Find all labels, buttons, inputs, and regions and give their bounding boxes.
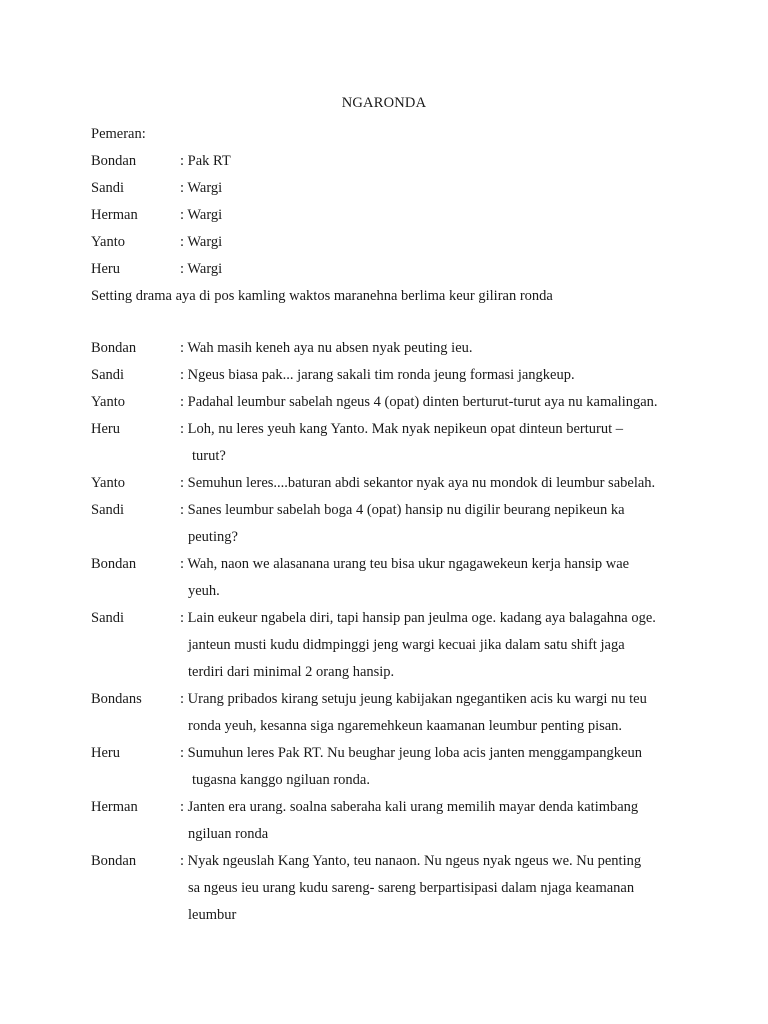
cast-role: : Wargi	[180, 207, 223, 223]
dialogue-text	[180, 848, 691, 929]
dialogue-line: : Semuhun leres....baturan abdi sekantor nyak aya nu mondok di leumbur sabelah.	[180, 475, 656, 491]
speaker-name: Bondan	[91, 853, 137, 869]
dialogue-line: sa ngeus ieu urang kudu sareng- sareng berpartisipasi dalam njaga keamanan	[188, 880, 635, 896]
dialogue-line: : Urang pribados kirang setuju jeung kabijakan ngegantiken acis ku wargi nu teu	[180, 691, 647, 707]
dialogue-entry	[91, 470, 691, 497]
cast-role: : Pak RT	[180, 153, 231, 169]
dialogue-text	[180, 497, 691, 551]
speaker-name: Herman	[91, 799, 138, 815]
setting-description: Setting drama aya di pos kamling waktos maranehna berlima keur giliran ronda	[91, 288, 553, 304]
dialogue-entry	[91, 740, 691, 794]
speaker-name: Sandi	[91, 502, 125, 518]
dialogue-line: terdiri dari minimal 2 orang hansip.	[188, 664, 395, 680]
dialogue-line: : Wah masih keneh aya nu absen nyak peuting ieu.	[180, 340, 473, 356]
dialogue-line: : Janten era urang. soalna saberaha kali urang memilih mayar denda katimbang	[180, 799, 639, 815]
dialogue-line: ngiluan ronda	[188, 826, 269, 842]
cast-row	[91, 175, 691, 202]
cast-role: : Wargi	[180, 234, 223, 250]
dialogue-text	[180, 605, 691, 686]
dialogue-line: ronda yeuh, kesanna siga ngaremehkeun kaamanan leumbur penting pisan.	[188, 718, 623, 734]
dialogue-text	[180, 470, 691, 497]
dialogue-line: yeuh.	[188, 583, 220, 599]
dialogue-line: : Sumuhun leres Pak RT. Nu beughar jeung loba acis janten menggampangkeun	[180, 745, 642, 761]
cast-row	[91, 229, 691, 256]
dialogue-line: : Wah, naon we alasanana urang teu bisa ukur ngagawekeun kerja hansip wae	[180, 556, 630, 572]
dialogue-text	[180, 794, 691, 848]
dialogue-text	[180, 416, 691, 470]
cast-name: Heru	[91, 261, 120, 277]
dialogue-line: : Padahal leumbur sabelah ngeus 4 (opat) dinten berturut-turut aya nu kamalingan.	[180, 394, 658, 410]
dialogue-entry	[91, 335, 691, 362]
dialogue-text	[180, 686, 691, 740]
cast-row	[91, 148, 691, 175]
speaker-name: Bondans	[91, 691, 142, 707]
speaker-name: Heru	[91, 421, 120, 437]
dialogue-entry	[91, 497, 691, 551]
dialogue-text	[180, 740, 691, 794]
dialogue-line: janteun musti kudu didmpinggi jeng wargi kecuai jika dalam satu shift jaga	[188, 637, 625, 653]
dialogue-line: : Nyak ngeuslah Kang Yanto, teu nanaon. Nu ngeus nyak ngeus we. Nu penting	[180, 853, 642, 869]
dialogue-entry	[91, 794, 691, 848]
cast-name: Yanto	[91, 234, 125, 250]
dialogue-line: tugasna kanggo ngiluan ronda.	[192, 772, 370, 788]
speaker-name: Heru	[91, 745, 120, 761]
cast-name: Herman	[91, 207, 138, 223]
dialogue-entry	[91, 551, 691, 605]
dialogue-entry	[91, 389, 691, 416]
dialogue-entry	[91, 362, 691, 389]
cast-role: : Wargi	[180, 180, 223, 196]
speaker-name: Sandi	[91, 610, 125, 626]
document-body	[91, 121, 691, 929]
speaker-name: Yanto	[91, 475, 125, 491]
dialogue-entry	[91, 605, 691, 686]
speaker-name: Bondan	[91, 556, 137, 572]
dialogue-entry	[91, 416, 691, 470]
speaker-name: Sandi	[91, 367, 125, 383]
dialogue-entry	[91, 848, 691, 929]
dialogue-entry	[91, 686, 691, 740]
dialogue-text	[180, 335, 691, 362]
cast-heading: Pemeran:	[91, 126, 146, 142]
cast-row	[91, 256, 691, 283]
cast-name: Sandi	[91, 180, 125, 196]
cast-name: Bondan	[91, 153, 137, 169]
document-title: NGARONDA	[341, 95, 427, 111]
speaker-name: Yanto	[91, 394, 125, 410]
dialogue-line: : Loh, nu leres yeuh kang Yanto. Mak nyak nepikeun opat dinteun berturut –	[180, 421, 623, 437]
dialogue-line: : Ngeus biasa pak... jarang sakali tim ronda jeung formasi jangkeup.	[180, 367, 575, 383]
dialogue-line: : Sanes leumbur sabelah boga 4 (opat) hansip nu digilir beurang nepikeun ka	[180, 502, 625, 518]
dialogue-text	[180, 389, 691, 416]
cast-row	[91, 202, 691, 229]
dialogue-line: peuting?	[188, 529, 238, 545]
dialogue-text	[180, 551, 691, 605]
section-spacer	[91, 310, 691, 335]
dialogue-text	[180, 362, 691, 389]
speaker-name: Bondan	[91, 340, 137, 356]
dialogue-line: : Lain eukeur ngabela diri, tapi hansip pan jeulma oge. kadang aya balagahna oge.	[180, 610, 656, 626]
dialogue-line: leumbur	[188, 907, 237, 923]
cast-role: : Wargi	[180, 261, 223, 277]
dialogue-line: turut?	[192, 448, 226, 464]
